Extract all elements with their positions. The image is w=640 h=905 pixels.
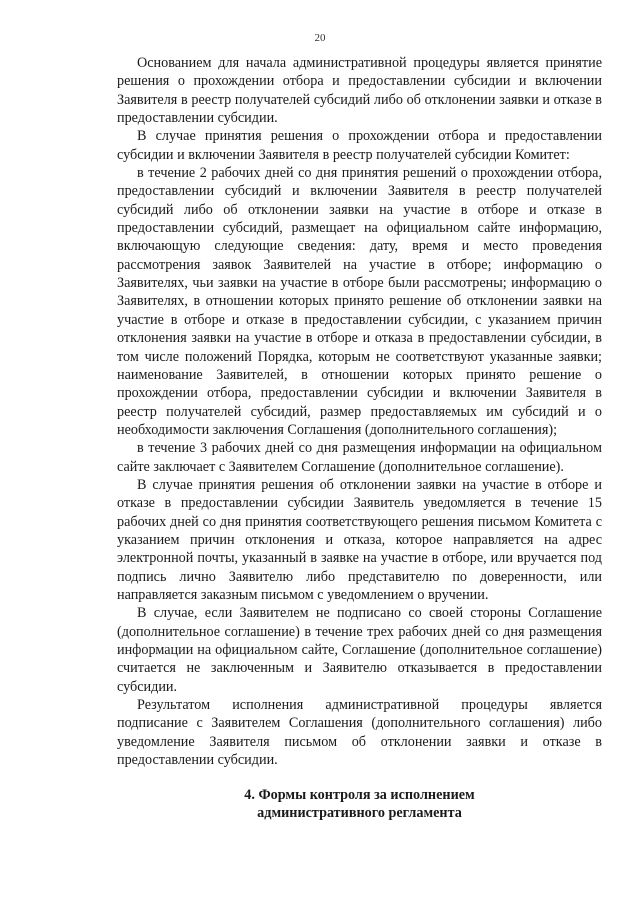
page-number: 20 (314, 32, 326, 44)
paragraph-decision-approval: В случае принятия решения о прохождении отбора и предоставлении субсидии и включении Заявителя в реестр получателей субсидии Комитет: (117, 128, 602, 163)
paragraph-publication-2-days: в течение 2 рабочих дней со дня принятия решений о прохождении отбора, предоставлении субсидий и включении Заявителя в реестр получателей субсидий либо об отклонении заявки на участие в отборе и отказе в предоставлении субсидий, размещает на официальном сайте информацию, включающую следующие сведения: дату, время и место проведения рассмотрения заявок Заявителей на участие в отборе; информацию о Заявителях, чьи заявки на участие в отборе были рассмотрены; информацию о Заявителях, в отношении которых принято решение об отклонении заявки на участие в отборе и отказе в предоставлении субсидии, с указанием причин отклонения заявки на участие в отборе и отказа в предоставлении субсидии, в том числе положений Порядка, которым не соответствуют указанные заявки; наименование Заявителей, в отношении которых принято решение о прохождении отбора, предоставлении субсидии и включении Заявителя в реестр получателей субсидий, размер предоставляемых им субсидий и о необходимости заключения Соглашения (дополнительного соглашения); (117, 165, 602, 438)
paragraph-result: Результатом исполнения административной процедуры является подписание с Заявителем Соглашения (дополнительного соглашения) либо уведомление Заявителя письмом об отклонении заявки и отказе в предоставлении субсидии. (117, 697, 602, 769)
paragraph-unsigned-agreement: В случае, если Заявителем не подписано со своей стороны Соглашение (дополнительное соглашение) в течение трех рабочих дней со дня размещения информации на официальном сайте, Соглашение (дополнительное соглашение) считается не заключенным и Заявителю отказывается в предоставлении субсидии. (117, 605, 602, 695)
section-heading-line-2: административного регламента (257, 805, 462, 821)
paragraph-basis: Основанием для начала административной процедуры является принятие решения о прохождении отбора и предоставлении субсидии и включении Заявителя в реестр получателей субсидий либо об отклонении заявки и отказе в предоставлении субсидии. (117, 55, 602, 127)
section-heading (117, 786, 602, 822)
paragraph-agreement-3-days: в течение 3 рабочих дней со дня размещения информации на официальном сайте заключает с Заявителем Соглашение (дополнительное соглашение). (117, 440, 602, 475)
section-heading-line-1: 4. Формы контроля за исполнением (244, 787, 475, 803)
document-body (117, 54, 602, 769)
paragraph-rejection-notice: В случае принятия решения об отклонении заявки на участие в отборе и отказе в предоставлении субсидии Заявитель уведомляется в течение 15 рабочих дней со дня принятия соответствующего решения письмом Комитета с указанием причин отклонения и отказа, которое направляется на адрес электронной почты, указанный в заявке на участие в отборе, или вручается под подпись лично Заявителю либо представителю по доверенности, или направляется заказным письмом с уведомлением о вручении. (117, 476, 602, 603)
